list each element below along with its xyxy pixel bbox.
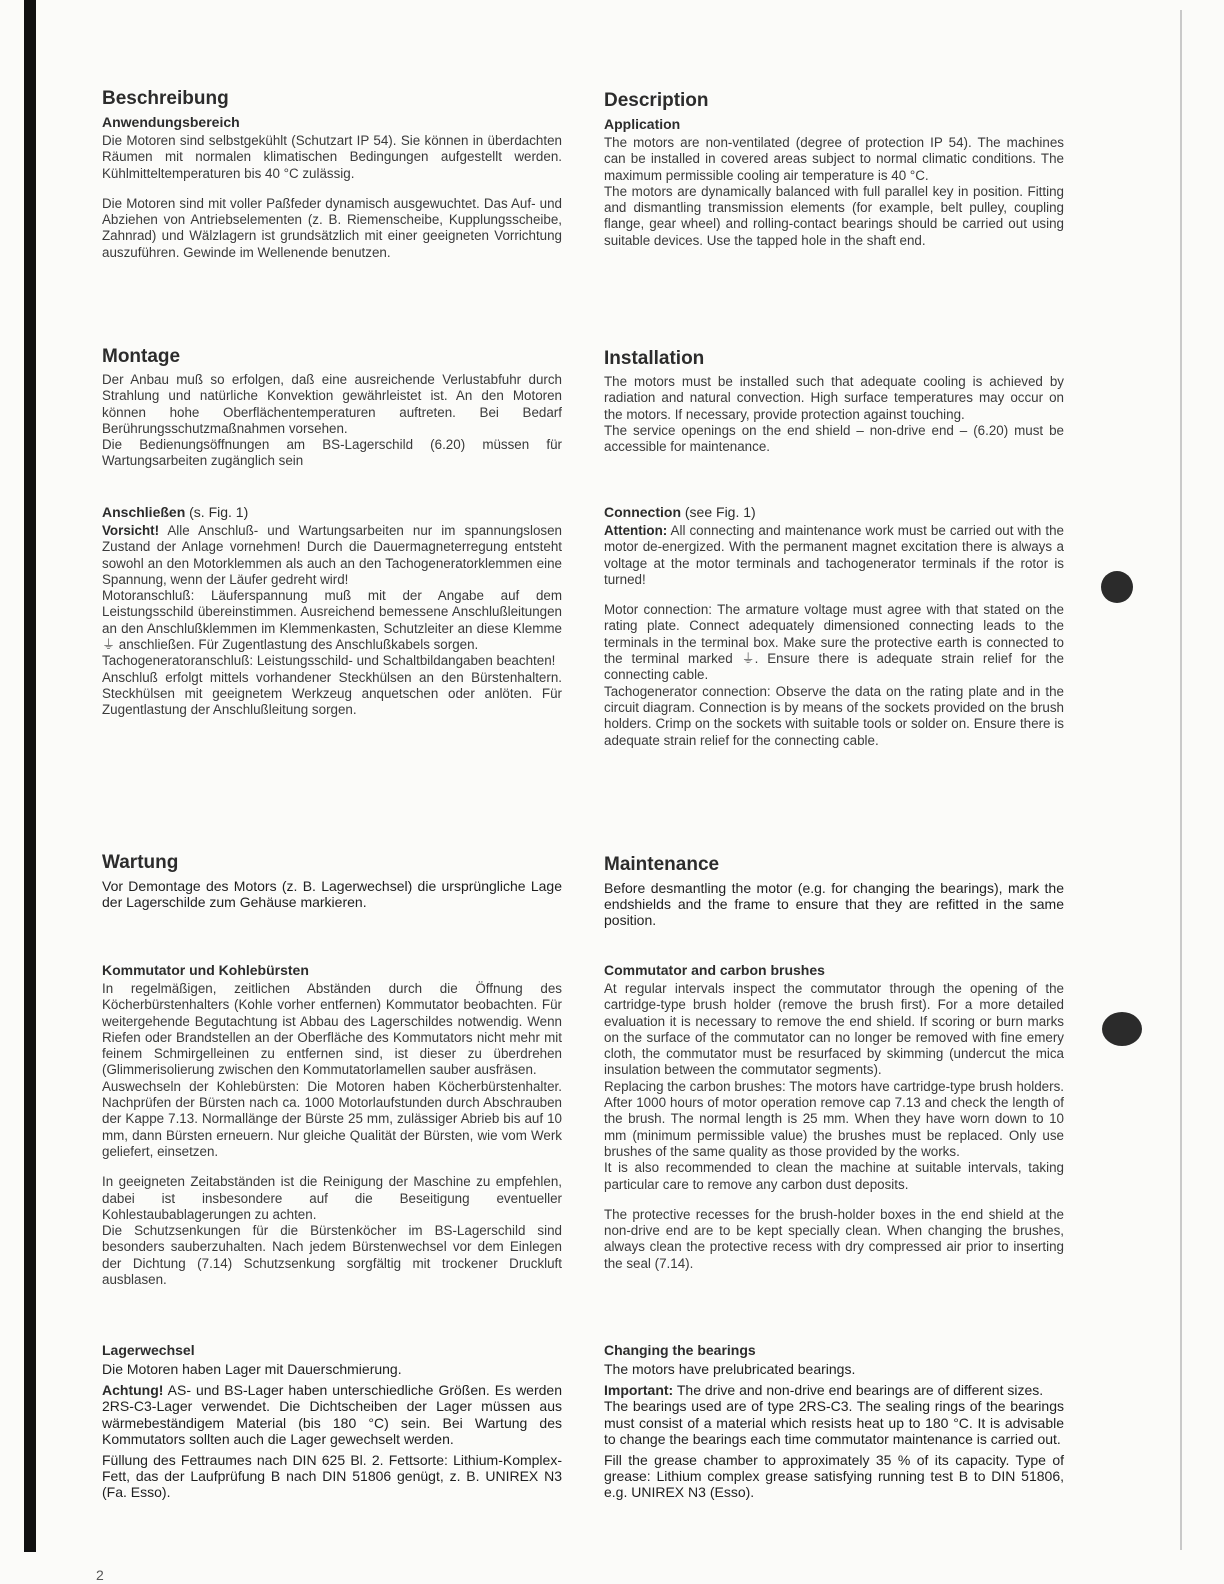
en-bearings-intro: The motors have prelubricated bearings. xyxy=(604,1361,856,1377)
de-commutator-text: In regelmäßigen, zeitlichen Abständen durch die Öffnung des Köcherbürstenhalters (Kohle vorher entfernen) Kommutator beobachten. Für weitergehende Begutachtung ist Abbau des Lagerschildes notwendig. Wenn Riefen oder Brandstellen an der Oberfläche des Kommutators nicht mehr mit feinem Schmirgelleinen zu entfernen sind, ist dieser zu überdrehen (Glimmerisolierung zwischen den Kommutatorlamellen sauber ausfräsen. xyxy=(102,981,562,1078)
en-bearings-sizes-text: The drive and non-drive end bearings are of different sizes. xyxy=(676,1382,1044,1399)
de-application-text: Die Motoren sind selbstgekühlt (Schutzart IP 54). Sie können in überdachten Räumen mit normalen klimatischen Bedingungen aufgestellt werden. Kühlmitteltemperaturen bis 40 °C zulässig. xyxy=(102,133,562,181)
de-attention-label: Achtung! xyxy=(102,1382,164,1399)
de-section-installation xyxy=(102,346,562,470)
en-bearings-type-text: The bearings used are of type 2RS-C3. The sealing rings of the bearings must consist of a material which resists heat up to 180 °C. It is advisable to change the bearings each time commutator maintenance is carried out. xyxy=(604,1398,1064,1447)
de-application-subheading: Anwendungsbereich xyxy=(102,114,240,130)
de-brushes-text: Auswechseln der Kohlebürsten: Die Motoren haben Köcherbürstenhalter. Nachprüfen der Bürsten nach ca. 1000 Motorlaufstunden durch Abschrauben der Kappe 7.13. Normallänge der Bürste 25 mm, zulässiger Abrieb bis auf 10 mm, dann Bürsten erneuern. Nur gleiche Qualität der Bürsten, wie vom Werk geliefert, einsetzen. xyxy=(102,1078,562,1159)
de-motor-connection-text: Motoranschluß: Läuferspannung muß mit der Angabe auf dem Leistungsschild übereinstimmen. Ausreichend bemessene Anschlußleitungen an den Anschlußklemmen im Klemmenkasten, Schutzleiter an diese Klemme xyxy=(102,588,562,636)
de-service-openings-text: Die Bedienungsöffnungen am BS-Lagerschild (6.20) müssen für Wartungsarbeiten zugänglich sein xyxy=(102,437,562,469)
en-section-commutator xyxy=(604,962,1064,1272)
en-commutator-heading: Commutator and carbon brushes xyxy=(604,962,825,978)
scan-edge-left xyxy=(24,0,36,1552)
en-installation-heading: Installation xyxy=(604,348,705,369)
en-section-connection xyxy=(604,504,1064,749)
en-grease-text: Fill the grease chamber to approximately 35 % of its capacity. Type of grease: Lithium complex grease satisfying running test B to DIN 51806, e.g. UNIREX N3 (Esso). xyxy=(604,1452,1064,1501)
de-sockets-text: Anschluß erfolgt mittels vorhandener Steckhülsen an den Bürstenhaltern. Steckhülsen mit geeignetem Werkzeug anquetschen oder anlöten. Für Zugentlastung der Anschlußleitung sorgen. xyxy=(102,669,562,718)
en-section-bearings xyxy=(604,1342,1064,1501)
en-motor-connection-text: Motor connection: The armature voltage must agree with that stated on the rating plate. Connect adequately dimensioned connecting leads to the terminals in the terminal box. Make sure the protective earth is connected to the terminal marked xyxy=(604,602,1064,667)
en-service-openings-text: The service openings on the end shield – non-drive end – (6.20) must be accessible for maintenance. xyxy=(604,422,1064,455)
de-bearings-text: AS- und BS-Lager haben unterschiedliche Größen. Es werden 2RS-C3-Lager verwendet. Die Dichtscheiben der Lager müssen aus wärmebeständigem Material (bis 180 °C) sein. Bei Wartung des Kommutators sollten auch die Lager gewechselt werden. xyxy=(102,1382,562,1447)
en-brushes-text: Replacing the carbon brushes: The motors have cartridge-type brush holders. After 1000 hours of motor operation remove cap 7.13 and check the length of the brush. The normal length is 25 mm. When they have worn down to 10 mm (minimum permissible value) the brushes must be replaced. Only use brushes of the same quality as those provided by the works. xyxy=(604,1078,1064,1159)
de-section-bearings xyxy=(102,1342,562,1501)
en-cleaning-text: It is also recommended to clean the machine at suitable intervals, taking particular care to remove any carbon dust deposits. xyxy=(604,1160,1064,1192)
en-connection-heading: Connection xyxy=(604,504,681,520)
de-commutator-heading: Kommutator und Kohlebürsten xyxy=(102,962,309,978)
de-installation-text: Der Anbau muß so erfolgen, daß eine ausreichende Verlustabfuhr durch Strahlung und natürliche Konvektion gewährleistet ist. An den Motoren können hohe Oberflächentemperaturen auftreten. Bei Bedarf Berührungsschutzmaßnahmen vorsehen. xyxy=(102,372,562,436)
de-connection-ref: (s. Fig. 1) xyxy=(189,504,249,520)
en-section-maintenance xyxy=(604,854,1064,929)
de-connection-heading: Anschließen xyxy=(102,504,186,520)
en-maintenance-text: Before desmantling the motor (e.g. for changing the bearings), mark the endshields and the frame to ensure that they are refitted in the same position. xyxy=(604,880,1064,929)
scan-edge-right xyxy=(1180,10,1182,1550)
de-bearings-heading: Lagerwechsel xyxy=(102,1342,195,1358)
en-bearings-heading: Changing the bearings xyxy=(604,1342,756,1358)
de-section-commutator xyxy=(102,962,562,1288)
de-section-connection xyxy=(102,504,562,719)
de-section-maintenance xyxy=(102,852,562,910)
de-motor-connection-text-2: anschließen. Für Zugentlastung des Anschlußkabels sorgen. xyxy=(118,637,479,653)
de-installation-heading: Montage xyxy=(102,346,181,367)
de-caution-text: Alle Anschluß- und Wartungsarbeiten nur im spannungslosen Zustand der Anlage vornehmen! Durch die Dauermagneterregung entsteht sowohl an den Motorklemmen als auch an den Tachogeneratorklemmen eine Spannung, wenn der Läufer gedreht wird! xyxy=(102,523,563,587)
earth-symbol-icon: ⏚ xyxy=(741,651,755,667)
de-caution-label: Vorsicht! xyxy=(102,523,160,538)
de-recesses-text: Die Schutzsenkungen für die Bürstenköcher im BS-Lagerschild sind besonders sauberzuhalten. Nach jedem Bürstenwechsel vor dem Einlegen der Dichtung (7.14) Schutzsenkung sorgfältig mit trockener Druckluft ausblasen. xyxy=(102,1223,562,1288)
en-section-description xyxy=(604,90,1064,249)
en-section-installation xyxy=(604,348,1064,455)
en-connection-ref: (see Fig. 1) xyxy=(684,504,756,520)
en-motor-connection-text-2: . Ensure there is adequate strain relief for the connecting cable. xyxy=(604,651,1064,683)
page-number: 2 xyxy=(96,1567,104,1583)
punch-hole-upper xyxy=(1101,571,1133,603)
en-attention-label: Attention: xyxy=(604,523,668,538)
punch-hole-lower xyxy=(1102,1012,1142,1046)
en-balancing-text: The motors are dynamically balanced with full parallel key in position. Fitting and dismantling transmission elements (for example, belt pulley, coupling flange, gear wheel) and rolling-contact bearings should be carried out using suitable devices. Use the tapped hole in the shaft end. xyxy=(604,183,1064,248)
de-section-description xyxy=(102,88,562,261)
en-maintenance-heading: Maintenance xyxy=(604,854,720,875)
earth-symbol-icon: ⏚ xyxy=(102,637,116,653)
de-maintenance-text: Vor Demontage des Motors (z. B. Lagerwechsel) die ursprüngliche Lage der Lagerschilde zum Gehäuse markieren. xyxy=(102,878,562,911)
de-grease-text: Füllung des Fettraumes nach DIN 625 Bl. 2. Fettsorte: Lithium-Komplex-Fett, das der Laufprüfung B nach DIN 51806 genügt, z. B. UNIREX N3 (Fa. Esso). xyxy=(102,1452,562,1501)
en-important-label: Important: xyxy=(604,1382,674,1399)
de-cleaning-text: In geeigneten Zeitabständen ist die Reinigung der Maschine zu empfehlen, dabei ist insbesondere auf die Beseitigung eventueller Kohlestaubablagerungen zu achten. xyxy=(102,1174,562,1222)
de-bearings-intro: Die Motoren haben Lager mit Dauerschmierung. xyxy=(102,1361,402,1377)
en-description-heading: Description xyxy=(604,90,709,111)
en-commutator-text: At regular intervals inspect the commutator through the opening of the cartridge-type brush holder (remove the brush first). For a more detailed evaluation it is necessary to remove the end shield. If scoring or burn marks on the surface of the commutator can no longer be removed with fine emery cloth, the commutator must be resurfaced by skimming (undercut the mica insulation between the commutator segments). xyxy=(604,981,1064,1078)
de-balancing-text: Die Motoren sind mit voller Paßfeder dynamisch ausgewuchtet. Das Auf- und Abziehen von Antriebselementen (z. B. Riemenscheibe, Kupplungsscheibe, Zahnrad) und Wälzlagern ist grundsätzlich mit einer geeigneten Vorrichtung auszuführen. Gewinde im Wellenende benutzen. xyxy=(102,195,562,260)
de-tacho-connection-text: Tachogeneratoranschluß: Leistungsschild- und Schaltbildangaben beachten! xyxy=(102,653,556,669)
en-application-text: The motors are non-ventilated (degree of protection IP 54). The machines can be installed in covered areas subject to normal climatic conditions. The maximum permissible cooling air temperature is 40 °C. xyxy=(604,135,1064,183)
en-attention-text: All connecting and maintenance work must be carried out with the motor de-energized. With the permanent magnet excitation there is always a voltage at the motor terminals and tachogenerator terminals if the rotor is turned! xyxy=(604,523,1064,587)
en-recesses-text: The protective recesses for the brush-holder boxes in the end shield at the non-drive end are to be kept specially clean. When changing the brushes, always clean the protective recess with dry compressed air prior to inserting the seal (7.14). xyxy=(604,1206,1064,1271)
de-description-heading: Beschreibung xyxy=(102,88,229,109)
en-installation-text: The motors must be installed such that adequate cooling is achieved by radiation and natural convection. High surface temperatures may occur on the motors. If necessary, provide protection against touching. xyxy=(604,374,1064,422)
en-application-subheading: Application xyxy=(604,116,681,132)
en-tacho-connection-text: Tachogenerator connection: Observe the data on the rating plate and in the circuit diagram. Connection is by means of the sockets provided on the brush holders. Crimp on the sockets with suitable tools or solder on. Ensure there is adequate strain relief for the connecting cable. xyxy=(604,683,1064,748)
de-maintenance-heading: Wartung xyxy=(102,852,179,873)
